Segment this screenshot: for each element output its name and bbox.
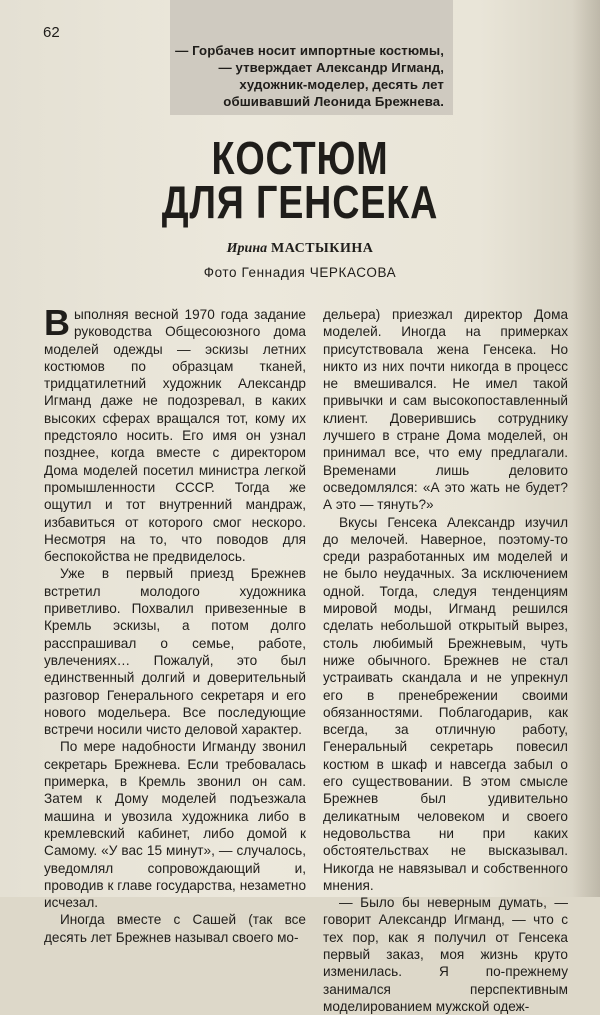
title-line-2: ДЛЯ ГЕНСЕКА (161, 176, 439, 228)
article-paragraph: дельера) приезжал директор Дома моделей. Иногда на примерках присутствовала жена Генсека. Но никто из них почти никогда в процесс не вмешивался. Не имел такой привычки и сам высокопоставленный клиент. Доверившись сотруднику лучшего в стране Дома моделей, он принимал все, что ему предлагали. Временами лишь деловито осведомлялся: «А это жать не будет? А это — тянуть?» (323, 307, 568, 513)
photo-credit: Фото Геннадия ЧЕРКАСОВА (203, 265, 397, 280)
article-paragraph: По мере надобности Игманду звонил секретарь Брежнева. Если требовалась примерка, в Кремль звонил он сам. Затем к Дому моделей подъезжала машина и увозила художника либо в кремлевский кабинет, либо домой к Самому. «У вас 15 минут», — случалось, уведомлял сопровождающий и, проводив к главе государства, незаметно исчезал. (44, 739, 306, 911)
article-title (161, 132, 440, 228)
title-line-1: КОСТЮМ (211, 132, 389, 184)
paragraph-text: ыполняя весной 1970 года задание руководства Общесоюзного дома моделей одежды — эскизы летних костюмов по образцам тканей, тридцатилетний художник Александр Игманд даже не подозревал, в каких высоких сферах вращался тот, кому их предстояло носить. Его имя он узнал позднее, когда вместе с директором Дома моделей посетил министра легкой промышленности СССР. Тогда же ощутил и тот внутренний мандраж, избавиться от которого смог нескоро. Несмотря на то, что поводов для беспокойства не предвиделось. (44, 307, 306, 565)
article-paragraph (44, 302, 306, 565)
article-column-right (323, 306, 568, 1014)
author-last-name: МАСТЫКИНА (270, 241, 374, 256)
article-column-left (44, 302, 306, 945)
epigraph-quote: — Горбачев носит импортные костюмы, — утверждает Александр Игманд, художник-моделер, десять лет обшивавший Леонида Брежнева. (175, 43, 444, 109)
drop-cap: В (44, 302, 70, 343)
author-first-name: Ирина (226, 241, 268, 256)
article-paragraph: Уже в первый приезд Брежнев встретил молодого художника приветливо. Похвалил привезенные в Кремль эскизы, а потом долго расспрашивал о семье, работе, увлечениях… Пожалуй, это был единственный долгий и доверительный разговор Генерального секретаря и его нового модельера. Все последующие встречи носили чисто деловой характер. (44, 566, 306, 738)
article-paragraph: — Было бы неверным думать, — говорит Александр Игманд, — что с тех пор, как я получил от Генсека первый заказ, моя жизнь круто изменилась. Я по-прежнему занимался перспективным моделированием мужской одеж- (323, 895, 568, 1014)
author-byline (0, 239, 600, 257)
article-paragraph: Иногда вместе с Сашей (так все десять лет Брежнев называл своего мо- (44, 912, 306, 945)
page-number: 62 (43, 24, 60, 41)
page-edge-shadow (572, 0, 600, 897)
article-paragraph: Вкусы Генсека Александр изучил до мелочей. Наверное, поэтому-то среди разработанных им моделей и не было неудачных. За исключением одной. Тогда, следуя тенденциям мировой моды, Игманд решился сделать небольшой открытый вырез, столь любимый Брежневым, чуть ниже обычного. Брежнев не стал устраивать скандала и не упрекнул его в пренебрежении своими обязанностями. Поблагодарив, как всегда, за отличную работу, Генеральный секретарь повесил костюм в шкаф и навсегда забыл о его существовании. В этом смысле Брежнев был удивительно деликатным человеком и своего недовольства ни при каких обстоятельствах не высказывал. Никогда не навязывал и собственного мнения. (323, 514, 568, 893)
